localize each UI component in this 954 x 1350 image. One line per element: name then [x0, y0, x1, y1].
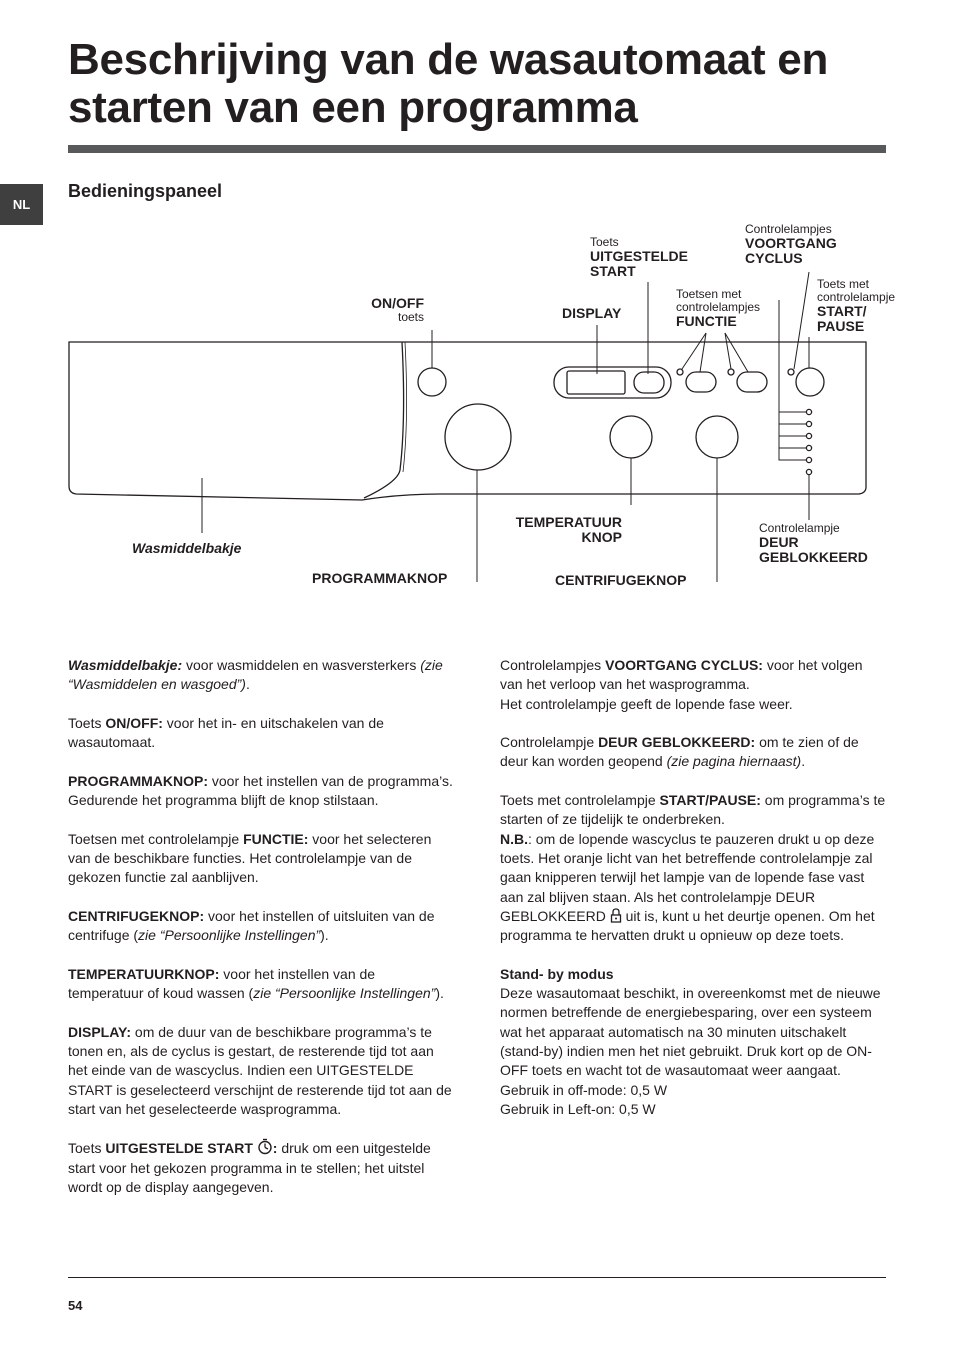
drawer-edge — [364, 342, 404, 498]
para-function: Toetsen met controlelampje FUNCTIE: voor het selecteren van de beschikbare functies. Het controlelampje van de gekozen functie zal aanblijven. — [68, 830, 432, 886]
language-tab: NL — [0, 184, 43, 225]
function-led-1 — [677, 369, 683, 375]
para-door-locked: Controlelampje DEUR GEBLOKKEERD: om te zien of de deur kan worden geopend (zie pagina hiernaast). — [500, 734, 859, 770]
para-display: DISPLAY: om de duur van de beschikbare programma’s te tonen en, als de cyclus is gestart, de resterende tijd tot aan het einde van de wascyclus. Indien een UITGESTELDE START is geselecteerd verschijnt de resterende tijd tot aan de start van het geselecteerde wasprogramma. — [68, 1023, 452, 1117]
para-cycle-progress: Controlelampjes VOORTGANG CYCLUS: voor het volgen van het verloop van het wasprogramma. Het controlelampje geeft de lopende fase weer. — [500, 657, 863, 712]
label-start-pause: Toets met controlelampje START/ PAUSE — [817, 277, 896, 334]
para-on-off: Toets ON/OFF: voor het in- en uitschakelen van de wasautomaat. — [68, 714, 384, 751]
label-temperature-knob: TEMPERATUUR KNOP — [515, 514, 622, 545]
para-standby: Stand- by modus Deze wasautomaat beschikt, in overeenkomst met de nieuwe normen betreffende de energiebesparing, over een systeem wat het apparaat automatisch na 30 minuten uitschakelt (stand-by) indien men het niet gebruikt. Druk kort op de ON-OFF toets en wacht tot de wasautomaat weer aangaat. Gebruik in off-mode: 0,5 W Gebruik in Left-on: 0,5 W — [500, 965, 886, 1119]
para-delay-start: Toets UITGESTELDE START : druk om een uitgestelde start voor het gekozen programma in te stellen; het uitstel wordt op de display aangegeven. — [68, 1140, 431, 1196]
para-start-pause: Toets met controlelampje START/PAUSE: om programma’s te starten of ze tijdelijk te onderbreken. N.B.: om de lopende wascyclus te pauzeren drukt u op deze toets. Het oranje licht van het betreffende controlelampje zal gaan knipperen terwijl het lampje van de lopende fase vast aan zal blijven staan. Als het controlelampje DEUR GEBLOKKEERD uit is, kunt u het deurtje openen. Om het programma te hervatten drukt u opnieuw op deze toets. — [500, 792, 886, 944]
label-door-locked: Controlelampje DEUR GEBLOKKEERD — [759, 521, 868, 565]
function-button-2-shape — [737, 372, 767, 392]
delay-button-shape — [634, 372, 664, 393]
label-cycle-progress: Controlelampjes VOORTGANG CYCLUS — [745, 222, 837, 266]
para-temperature-knob: TEMPERATUURKNOP: voor het instellen van de temperatuur of koud wassen (zie “Persoonlijke Instellingen”). — [68, 965, 444, 1002]
page-number: 54 — [68, 1298, 83, 1313]
temperature-knob-shape — [610, 416, 652, 458]
label-display: DISPLAY — [562, 305, 622, 321]
left-text-column — [68, 656, 454, 1217]
usage-off-mode: Gebruik in off-mode: 0,5 W — [500, 1081, 668, 1098]
program-knob-shape — [445, 404, 511, 470]
timer-icon — [257, 1138, 273, 1155]
function-button-1-shape — [686, 372, 716, 392]
start-pause-button-shape — [796, 368, 824, 396]
footer-rule — [68, 1277, 886, 1278]
label-delay-start: Toets UITGESTELDE START — [590, 235, 689, 279]
label-program-knob: PROGRAMMAKNOP — [312, 570, 448, 586]
para-program-knob: PROGRAMMAKNOP: voor het instellen van de programma’s. Gedurende het programma blijft de knop stilstaan. — [68, 772, 453, 809]
page-title: Beschrijving van de wasautomaat en starten van een programma — [68, 35, 829, 132]
standby-heading: Stand- by modus — [500, 965, 614, 982]
on-off-button-shape — [418, 368, 446, 396]
right-text-column — [500, 656, 886, 1138]
label-spin-knob: CENTRIFUGEKNOP — [555, 572, 687, 588]
label-function: Toetsen met controlelampjes FUNCTIE — [676, 287, 761, 329]
lock-icon — [610, 908, 622, 923]
section-title: Bedieningspaneel — [68, 181, 223, 201]
spin-knob-shape — [696, 416, 738, 458]
label-on-off: ON/OFF toets — [371, 295, 424, 324]
function-led-2 — [728, 369, 734, 375]
display-screen-shape — [567, 371, 625, 394]
usage-left-on: Gebruik in Left-on: 0,5 W — [500, 1100, 656, 1117]
para-spin-knob: CENTRIFUGEKNOP: voor het instellen of uitsluiten van de centrifuge (zie “Persoonlijke Instellingen”). — [68, 907, 435, 944]
para-detergent-drawer: Wasmiddelbakje: voor wasmiddelen en wasversterkers (zie “Wasmiddelen en wasgoed”). — [68, 657, 443, 693]
panel-outline — [69, 342, 866, 500]
start-led — [788, 369, 794, 375]
label-detergent-drawer: Wasmiddelbakje — [132, 540, 242, 556]
